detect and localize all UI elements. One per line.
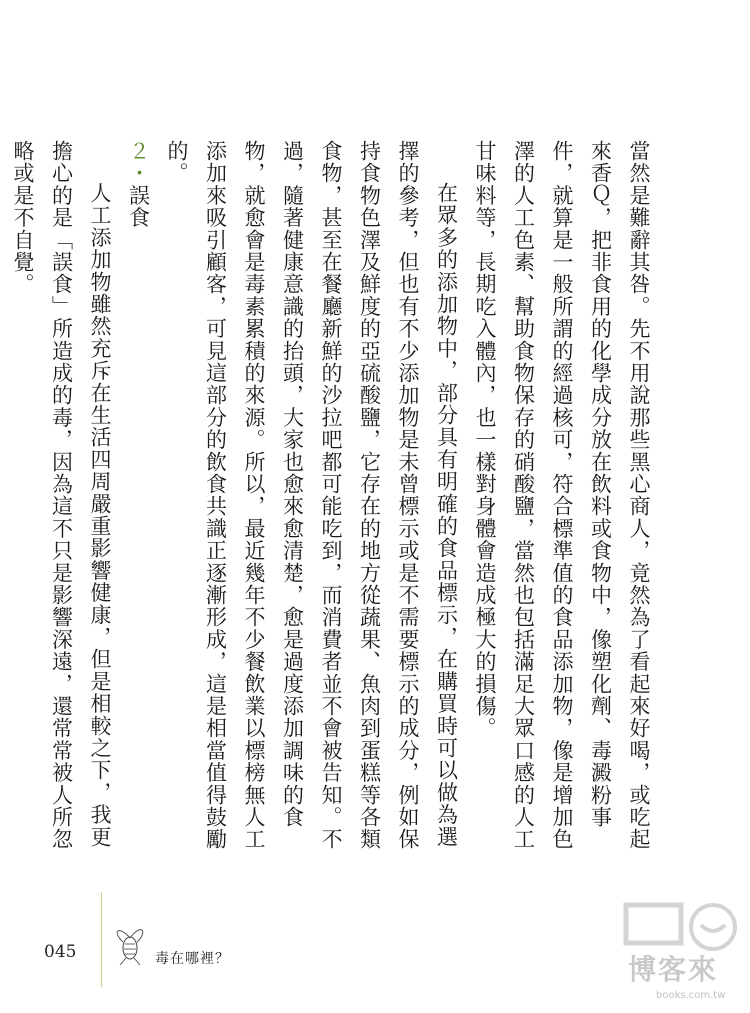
section-number: ２・ [126,140,151,185]
insect-ornament-icon [110,918,150,968]
paragraph-3: 人工添加物雖然充斥在生活四周嚴重影響健康，但是相較之下，我更擔心的是「誤食」所造成的毒，因為這不只是影響深遠，還常常被人所忽略或是不自覺。 [11,140,112,851]
paragraph-2: 在眾多的添加物中，部分具有明確的食品標示，在購買時可以做為選擇的參考，但也有不少添加物是未曾標示或是不需要標示的成分，例如保持食物色澤及鮮度的亞硫酸鹽，它存在的地方從蔬果、魚肉到蛋糕等各類食物，甚至在餐廳新鮮的沙拉吧都可能吃到，而消費者並不會被告知。不過，隨著健康意識的抬頭，大家也愈來愈清楚，愈是過度添加調味的食物，就愈會是毒素累積的來源。所以，最近幾年不少餐飲業以標榜無人工添加來吸引顧客，可見這部分的飲食共識正逐漸形成，這是相當值得鼓勵的。 [165,140,459,851]
page-number: 045 [44,942,77,962]
footer-divider [101,892,102,987]
watermark-logo-text: 博客來 [628,953,719,986]
book-title: 毒在哪裡？ [155,951,230,967]
vertical-body-text [11,140,658,855]
paragraph-1: 當然是難辭其咎。先不用說那些黑心商人，竟然為了看起來好喝，或吃起來香Ｑ，把非食用的化學成分放在飲料或食物中，像塑化劑、毒澱粉事件，就算是一般所謂的經過核可，符合標準值的食品添加物，像是增加色澤的人工色素、幫助食物保存的硝酸鹽，當然也包括滿足大眾口感的人工甘味料等，長期吃入體內，也一樣對身體會造成極大的損傷。 [473,140,651,851]
section-title: 誤食 [126,184,151,229]
section-heading [119,140,158,855]
watermark-url: books.com.tw [656,990,726,1001]
